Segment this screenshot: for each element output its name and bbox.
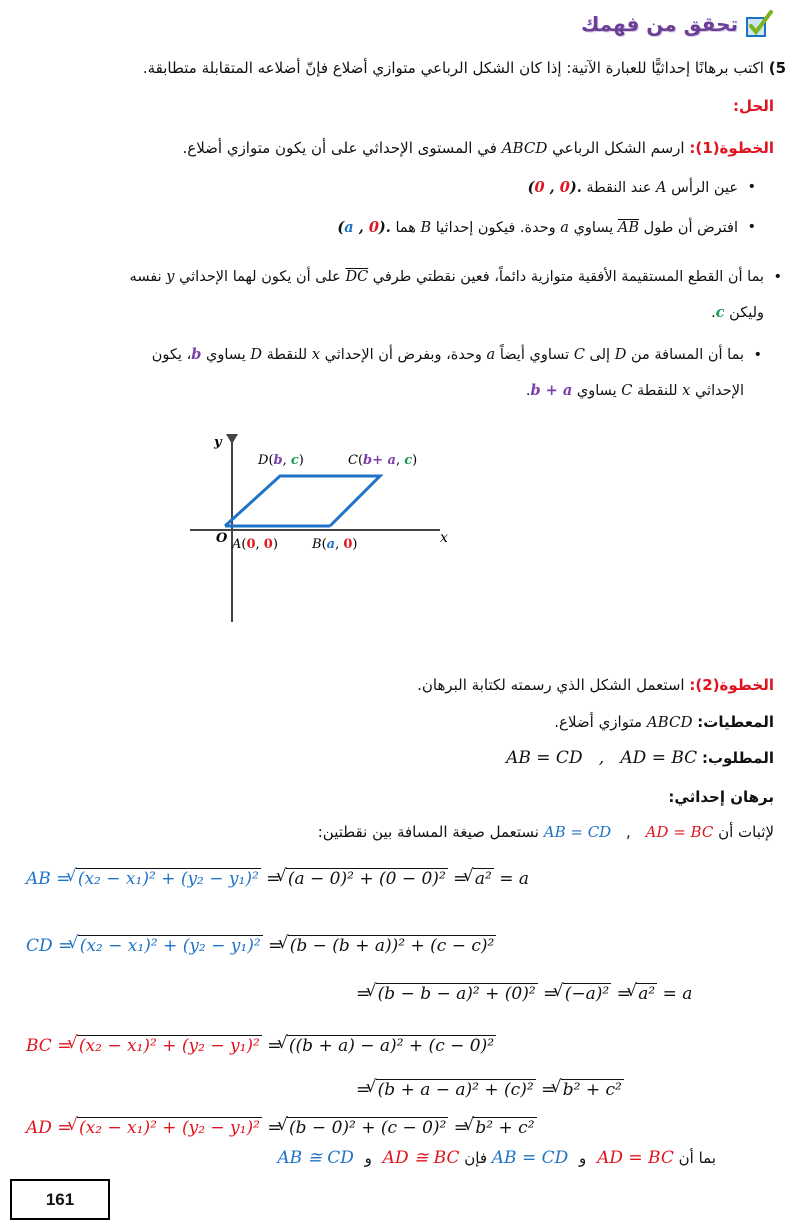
step2-label: الخطوة(2): — [689, 676, 774, 694]
question — [6, 57, 786, 79]
point-C-label: C(b+ a, c) — [348, 453, 418, 468]
bullet4-a: a — [486, 347, 496, 363]
bullet-item-4: • بما أن المسافة من D إلى C تساوي أيضاً a وحدة، وبفرض أن الإحداثي x للنقطة D يساوي b، يكون الإحداثي x للنقطة C يساوي b + a. — [14, 337, 762, 409]
y-axis-arrow — [226, 434, 238, 444]
section-header — [581, 6, 774, 42]
conclusion-e3: AD ≅ BC — [382, 1148, 460, 1168]
bullet2-p3: وحدة. فيكون إحداثيا — [435, 220, 556, 236]
bullet4-p7: ، يكون — [151, 347, 192, 363]
conclusion-e1: AD = BC — [597, 1148, 674, 1168]
proof-intro — [318, 823, 774, 841]
bullet4-D: D — [614, 347, 627, 363]
bullet-item-1 — [14, 179, 756, 219]
conclusion-p1: بما أن — [678, 1149, 716, 1167]
eq-cd-r: = a — [662, 984, 693, 1004]
bullet2-p2: يساوي — [573, 220, 614, 236]
eq-bc-eq3: = — [541, 1080, 556, 1100]
eq-ad-lhs — [26, 1118, 262, 1138]
point-B-label: B(a, 0) — [312, 537, 358, 552]
given-text: متوازي أضلاع. — [554, 713, 643, 731]
point-A-name: A — [232, 537, 242, 552]
eq-bc-formula: √ (x₂ − x₁)² + (y₂ − y₁)² — [77, 1035, 262, 1056]
point-B-name: B — [312, 537, 322, 552]
equation-bc-line2 — [356, 1079, 624, 1100]
bullet3-p3: نفسه — [129, 269, 162, 285]
bullet-list — [14, 179, 774, 409]
equation-bc — [26, 1035, 496, 1056]
point-A-label: A(0, 0) — [232, 537, 278, 552]
bullet4-x2: x — [682, 383, 691, 399]
eq-ab-lhs — [26, 869, 261, 889]
step1 — [14, 139, 774, 409]
equation-cd-line2 — [356, 983, 692, 1004]
eq-ab-formula: √ (x₂ − x₁)² + (y₂ − y₁)² — [76, 868, 261, 889]
conclusion-and2: و — [364, 1149, 372, 1167]
conclusion-e2: AB = CD — [491, 1148, 569, 1168]
bullet4-C: C — [573, 347, 585, 363]
eq-bc-l2: √ (b + a − a)² + (c)² — [376, 1079, 536, 1100]
point-C-y: c — [404, 453, 413, 468]
bullet4-D2: D — [250, 347, 263, 363]
eq-cd-eq1: = — [268, 936, 283, 956]
eq-ab-r2: = a — [499, 869, 529, 889]
step2 — [417, 676, 774, 694]
intro-p1: لإثبات أن — [718, 823, 774, 841]
y-axis-label: y — [214, 435, 222, 450]
intro-e2: AD = BC — [645, 823, 714, 841]
equation-cd — [26, 935, 496, 956]
point-C-name: C — [348, 453, 358, 468]
bullet1-vertex: A — [656, 180, 667, 196]
bullet4-p3: تساوي أيضاً — [499, 347, 570, 363]
eq-ad-r: √ b² + c² — [473, 1117, 536, 1138]
eq-bc-eq1: = — [267, 1036, 282, 1056]
bullet2-p1: افترض أن طول — [643, 220, 738, 236]
eq-ad-eq1: = — [267, 1118, 282, 1138]
bullet2-coord-b: 0 — [368, 219, 379, 236]
bullet4-p6: يساوي — [206, 347, 246, 363]
solution-label: الحل: — [733, 97, 774, 115]
eq-bc-l3: √ b² + c² — [561, 1079, 624, 1100]
bullet4-line2a: الإحداثي — [694, 383, 744, 399]
bullet4-x: x — [311, 347, 321, 363]
bullet4-line2c: يساوي — [576, 383, 617, 399]
given-shape: ABCD — [646, 713, 693, 731]
point-A-y: 0 — [263, 537, 273, 552]
step1-text-after: في المستوى الإحداثي على أن يكون متوازي أضلاع. — [182, 139, 497, 157]
given-label: المعطيات: — [697, 713, 774, 731]
eq-ab-eq2: = — [453, 869, 468, 889]
bullet1-coord-a: 0 — [534, 179, 545, 196]
step1-label: الخطوة(1): — [689, 139, 774, 157]
eq-cd-lhs — [26, 936, 263, 956]
bullet3-segment: DC — [345, 269, 369, 285]
eq-cd-l2: √ (b − b − a)² + (0)² — [376, 983, 538, 1004]
point-B-y: 0 — [343, 537, 353, 552]
eq-ab-sub: √ (a − 0)² + (0 − 0)² — [286, 868, 448, 889]
eq-cd-sub: √ (b − (b + a))² + (c − c)² — [288, 935, 497, 956]
x-axis-label: x — [440, 530, 448, 546]
bullet4-line2b: للنقطة — [636, 383, 678, 399]
point-B-x: a — [326, 537, 336, 552]
parallelogram-shape — [225, 476, 380, 526]
point-A-x: 0 — [246, 537, 256, 552]
required-expr: AB = CD , AD = BC — [506, 748, 698, 768]
eq-cd-eq4: = — [616, 984, 631, 1004]
step1-shape: ABCD — [501, 139, 548, 157]
bullet3-p1: بما أن القطع المستقيمة الأفقية متوازية دائماً، فعين نقطتي طرفي — [372, 269, 764, 285]
bullet1-coord-b: 0 — [559, 179, 570, 196]
eq-cd-eq3: = — [543, 984, 558, 1004]
eq-cd-l3: √ (−a)² — [563, 983, 611, 1004]
bullet3-p2: على أن يكون لهما الإحداثي — [179, 269, 341, 285]
section-title: تحقق من فهمك — [581, 12, 738, 36]
step1-heading — [14, 139, 774, 157]
eq-cd-eq2: = — [356, 984, 371, 1004]
bullet2-segment: AB — [617, 220, 640, 236]
bullet4-p4: وحدة، وبفرض أن الإحداثي — [324, 347, 482, 363]
bullet1-p1: عين الرأس — [671, 180, 738, 196]
bullet4-sum: b + a — [530, 382, 573, 399]
question-number: 5) — [768, 59, 786, 77]
eq-ad-lhs-text: AD = — [26, 1118, 72, 1138]
bullet4-p5: للنقطة — [266, 347, 308, 363]
question-text: اكتب برهانًا إحداثيًّا للعبارة الآتية: إذا كان الشكل الرباعي متوازي أضلاع فإنّ أضلاعه المتقابلة متطابقة. — [142, 59, 764, 77]
bullet4-C2: C — [621, 383, 633, 399]
intro-p2: نستعمل صيغة المسافة بين نقطتين: — [317, 823, 539, 841]
eq-ab-lhs-text: AB = — [26, 869, 71, 889]
intro-sep: , — [626, 823, 631, 841]
conclusion-e4: AB ≅ CD — [277, 1148, 354, 1168]
page-number: 161 — [10, 1179, 110, 1220]
bullet1-coord: (0 , 0). — [527, 179, 582, 196]
eq-bc-lhs — [26, 1036, 262, 1056]
bullet3-c: c — [715, 304, 725, 321]
bullet2-coord-a: a — [344, 219, 354, 236]
eq-ad-eq2: = — [453, 1118, 469, 1138]
proof-label: برهان إحداثي: — [668, 788, 774, 806]
point-D-y: c — [290, 453, 299, 468]
eq-cd-lhs-text: CD = — [26, 936, 73, 956]
bullet3-y: y — [166, 269, 175, 285]
point-D-label: D(b, c) — [258, 453, 304, 468]
intro-e1: AB = CD — [543, 823, 612, 841]
bullet2-coord: (a , 0). — [337, 219, 391, 236]
parallelogram-diagram — [160, 430, 470, 630]
eq-ab-eq1: = — [266, 869, 281, 889]
eq-bc-sub: √ ((b + a) − a)² + (c − 0)² — [287, 1035, 496, 1056]
eq-ad-formula: √ (x₂ − x₁)² + (y₂ − y₁)² — [77, 1117, 262, 1138]
step1-text-before: ارسم الشكل الرباعي — [552, 139, 685, 157]
bullet3-line2: وليكن — [729, 305, 764, 321]
bullet-item-3: • بما أن القطع المستقيمة الأفقية متوازية دائماً، فعين نقطتي طرفي DC على أن يكون لهما الإحداثي y نفسه وليكن c. — [14, 259, 782, 337]
bullet2-a: a — [560, 220, 569, 236]
given — [554, 713, 774, 731]
point-C-x: b+ a — [363, 453, 396, 468]
conclusion-and1: و — [579, 1149, 587, 1167]
equation-ab — [26, 868, 529, 889]
eq-bc-eq2: = — [356, 1080, 371, 1100]
bullet1-p2: عند النقطة — [586, 180, 652, 196]
eq-bc-lhs-text: BC = — [26, 1036, 72, 1056]
equation-ad — [26, 1117, 537, 1138]
point-D-name: D — [258, 453, 269, 468]
check-box-icon — [744, 9, 774, 39]
point-D-x: b — [273, 453, 283, 468]
eq-ab-r1: √ a² — [473, 868, 494, 889]
bullet4-p2: إلى — [589, 347, 611, 363]
bullet2-B: B — [420, 220, 432, 236]
eq-ad-sub: √ (b − 0)² + (c − 0)² — [287, 1117, 448, 1138]
step2-text: استعمل الشكل الذي رسمته لكتابة البرهان. — [417, 676, 685, 694]
bullet2-p4: هما — [395, 220, 416, 236]
bullet4-p1: بما أن المسافة من — [630, 347, 744, 363]
origin-label: O — [216, 531, 228, 546]
conclusion — [277, 1148, 716, 1168]
required — [506, 748, 774, 768]
required-label: المطلوب: — [701, 749, 774, 767]
eq-cd-formula: √ (x₂ − x₁)² + (y₂ − y₁)² — [78, 935, 263, 956]
eq-cd-l4: √ a² — [636, 983, 657, 1004]
bullet-item-2 — [14, 219, 756, 259]
bullet4-b: b — [191, 346, 202, 363]
conclusion-p2: فإن — [464, 1149, 487, 1167]
